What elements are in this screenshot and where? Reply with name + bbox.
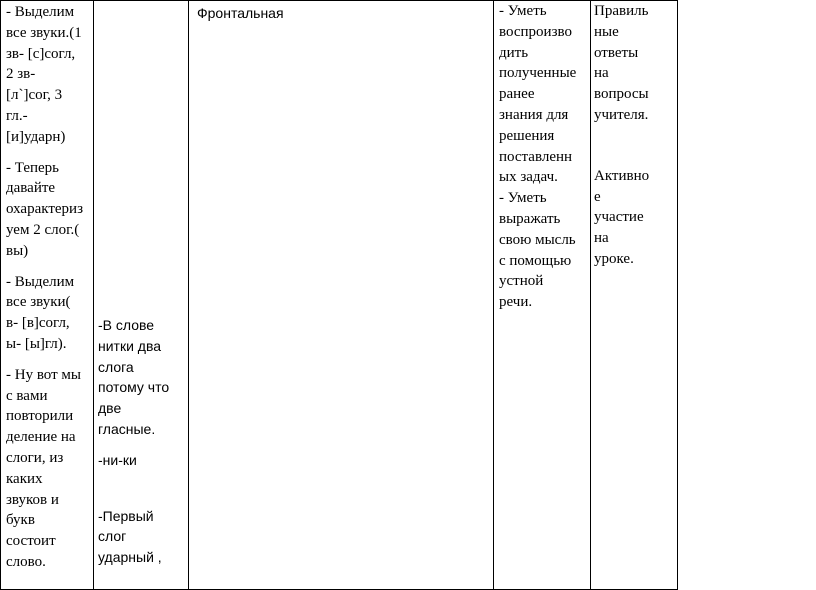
work-form-text: Фронтальная [197,5,284,21]
skills-cell [494,1,591,590]
student-answer-3: -Первый слог ударный , [98,507,162,566]
table-row [1,1,678,590]
teacher-paragraph-2: - Теперь давайте охарактериз уем 2 слог.( вы) [6,159,83,259]
result-text-1: Правиль ные ответы на вопросы учителя. [594,3,649,123]
teacher-paragraph-3: - Выделим все звуки( в- [в]согл, ы- [ы]гл). [6,273,75,352]
student-answer-2: -ни-ки [98,451,137,468]
student-answer-1: -В слове нитки два слога потому что две гласные. [98,317,170,437]
teacher-activity-text [1,1,93,573]
skills-text: - Уметь воспроизво дить полученные ранее знания для решения поставленн ых задач. - Уметь выражать свою мысль с помощью устной речи. [499,3,577,311]
student-activity-cell [94,1,189,590]
results-text-block [591,1,677,270]
results-cell [591,1,678,590]
work-form-cell [189,1,494,590]
student-activity-text [94,1,188,568]
result-text-2: Активно е участие на уроке. [594,167,650,267]
teacher-paragraph-4: - Ну вот мы с вами повторили деление на слоги, из каких звуков и букв состоит слово. [6,366,81,570]
skills-text-block [494,1,590,313]
teacher-activity-cell [1,1,94,590]
teacher-paragraph-1: - Выделим все звуки.(1 зв- [с]согл, 2 зв- [л`]сог, 3 гл.- [и]ударн) [6,4,82,145]
